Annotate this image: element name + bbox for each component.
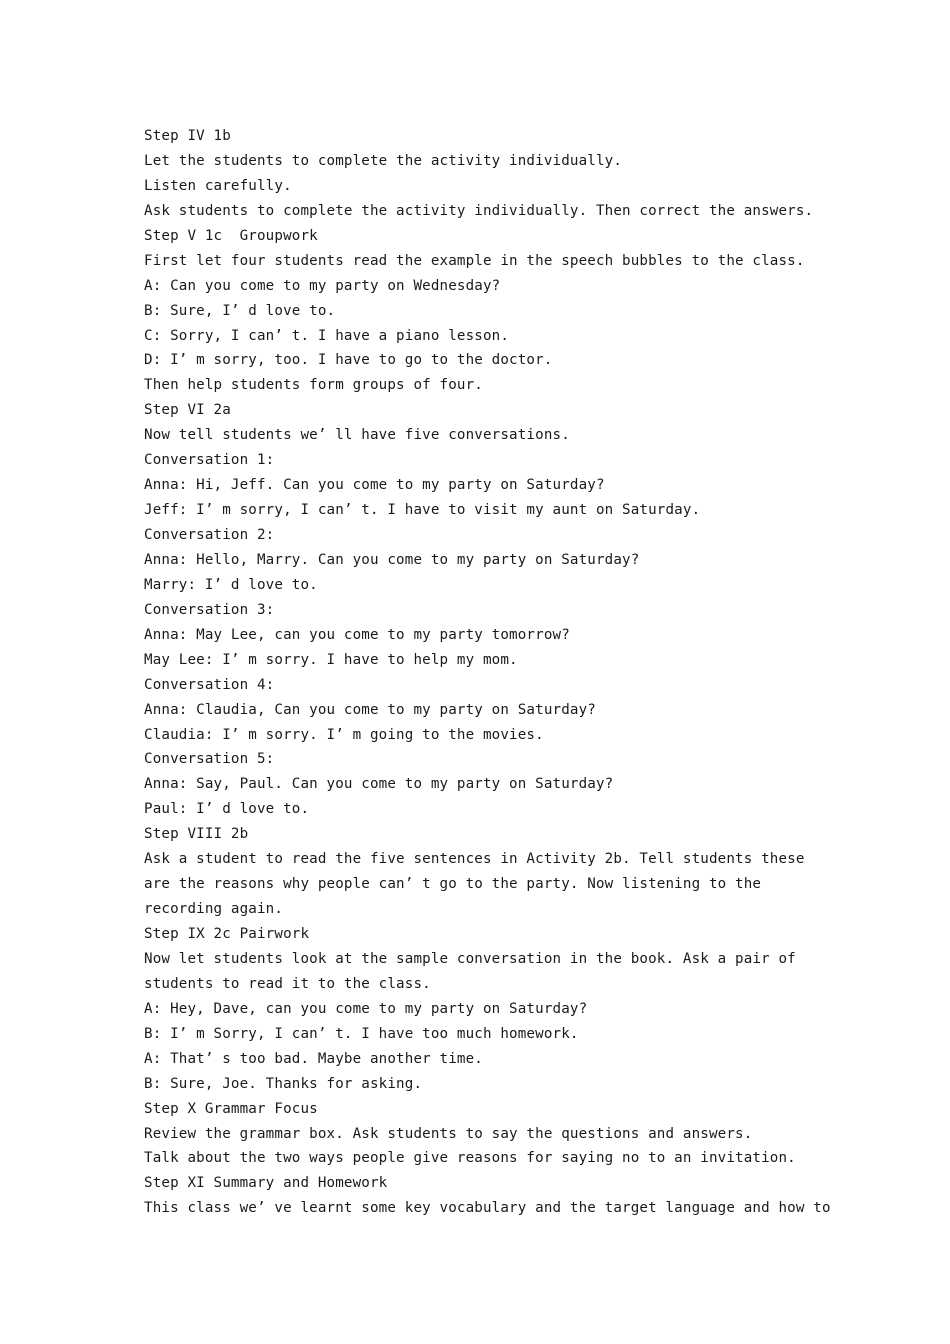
- dialogue-line: Anna: Claudia, Can you come to my party on Saturday?: [144, 701, 596, 718]
- text-line: Now tell students we’ ll have five conversations.: [144, 427, 570, 444]
- step-heading: Step X Grammar Focus: [144, 1100, 318, 1117]
- step-heading: Step IX 2c Pairwork: [144, 926, 310, 942]
- dialogue-line: Claudia: I’ m sorry. I’ m going to the movies.: [144, 726, 544, 743]
- dialogue-line: B: Sure, I’ d love to.: [144, 302, 336, 319]
- dialogue-line: Anna: Hi, Jeff. Can you come to my party on Saturday?: [144, 477, 605, 494]
- text-line: Ask a student to read the five sentences in Activity 2b. Tell students these: [144, 851, 805, 868]
- dialogue-line: Paul: I’ d love to.: [144, 801, 310, 818]
- dialogue-line: May Lee: I’ m sorry. I have to help my mom.: [144, 651, 518, 668]
- text-line: Now let students look at the sample conversation in the book. Ask a pair of: [144, 950, 796, 967]
- text-line: Ask students to complete the activity individually. Then correct the answers.: [144, 202, 814, 219]
- text-line: Let the students to complete the activity individually.: [144, 152, 623, 169]
- dialogue-line: Marry: I’ d love to.: [144, 576, 318, 593]
- text-line: Listen carefully.: [144, 177, 292, 194]
- text-line: students to read it to the class.: [144, 975, 431, 992]
- text-line: First let four students read the example in the speech bubbles to the class.: [144, 252, 805, 269]
- dialogue-line: A: Can you come to my party on Wednesday?: [144, 277, 501, 294]
- dialogue-line: A: That’ s too bad. Maybe another time.: [144, 1050, 483, 1067]
- text-line: are the reasons why people can’ t go to the party. Now listening to the: [144, 876, 762, 893]
- dialogue-line: Anna: Say, Paul. Can you come to my party on Saturday?: [144, 776, 614, 793]
- step-heading: Step VIII 2b: [144, 826, 249, 843]
- conversation-heading: Conversation 2:: [144, 527, 275, 543]
- dialogue-line: D: I’ m sorry, too. I have to go to the doctor.: [144, 352, 553, 369]
- conversation-heading: Conversation 1:: [144, 452, 275, 469]
- dialogue-line: C: Sorry, I can’ t. I have a piano lesson.: [144, 327, 510, 344]
- text-line: Review the grammar box. Ask students to say the questions and answers.: [144, 1125, 753, 1142]
- conversation-heading: Conversation 4:: [144, 676, 275, 693]
- step-heading: Step IV 1b: [144, 128, 231, 144]
- conversation-heading: Conversation 5:: [144, 751, 275, 768]
- dialogue-line: Anna: Hello, Marry. Can you come to my party on Saturday?: [144, 551, 640, 568]
- step-heading: Step VI 2a: [144, 402, 231, 419]
- step-heading: Step V 1c Groupwork: [144, 227, 318, 244]
- text-line: This class we’ ve learnt some key vocabulary and the target language and how to: [144, 1200, 831, 1217]
- text-line: Talk about the two ways people give reasons for saying no to an invitation.: [144, 1150, 796, 1167]
- text-line: recording again.: [144, 901, 284, 918]
- conversation-heading: Conversation 3:: [144, 601, 275, 618]
- step-heading: Step XI Summary and Homework: [144, 1175, 388, 1192]
- dialogue-line: B: Sure, Joe. Thanks for asking.: [144, 1075, 423, 1092]
- lesson-plan-text: [144, 124, 831, 1221]
- dialogue-line: Anna: May Lee, can you come to my party tomorrow?: [144, 626, 570, 643]
- text-line: Then help students form groups of four.: [144, 377, 483, 394]
- dialogue-line: Jeff: I’ m sorry, I can’ t. I have to visit my aunt on Saturday.: [144, 502, 701, 519]
- dialogue-line: B: I’ m Sorry, I can’ t. I have too much homework.: [144, 1025, 579, 1042]
- dialogue-line: A: Hey, Dave, can you come to my party on Saturday?: [144, 1000, 588, 1017]
